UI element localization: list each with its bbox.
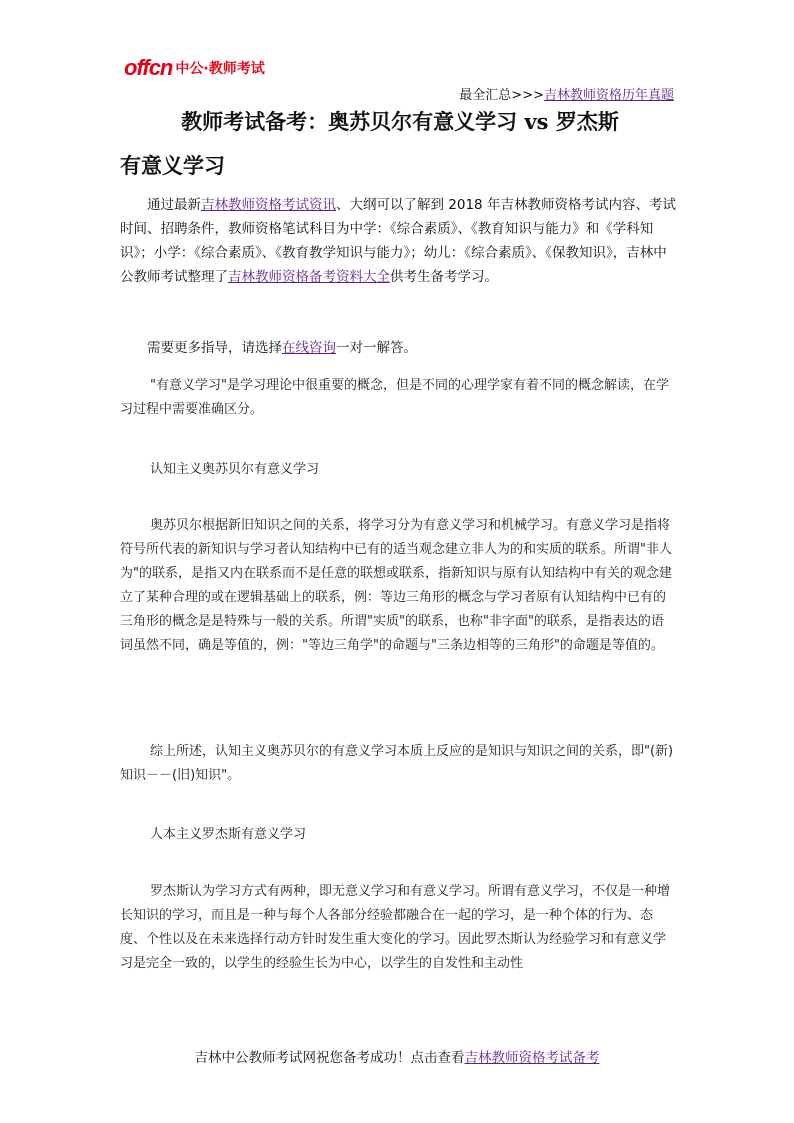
summary-paragraph: 综上所述，认知主义奥苏贝尔的有意义学习本质上反应的是知识与知识之间的关系，即"(新)知识－－(旧)知识"。 xyxy=(120,744,674,783)
intro-text-2: 、大纲可以了解到 2018 年吉林教师资格考试内容、考试时间、招聘条件，教师资格笔试科目为中学：《综合素质》、《教育知识与能力》和《学科知识》；小学：《综合素质》、《教育教学知识与能力》；幼儿：《综合素质》、《保教知识》，吉林中公教师考试整理了 xyxy=(120,197,676,285)
section-heading-ausubel: 认知主义奥苏贝尔有意义学习 xyxy=(150,462,320,477)
online-consult-link[interactable]: 在线咨询 xyxy=(282,340,336,356)
header-prefix: 最全汇总>>> xyxy=(459,88,544,103)
intro-text-3: 供考生备考学习。 xyxy=(390,269,498,285)
logo-mark: offcn xyxy=(124,55,173,80)
footer-text: 吉林中公教师考试网祝您备考成功！点击查看 xyxy=(194,1050,465,1066)
guide-text-2: 一对一解答。 xyxy=(336,340,417,356)
rogers-paragraph: 罗杰斯认为学习方式有两种，即无意义学习和有意义学习。所谓有意义学习，不仅是一种增长知识的学习，而且是一种与每个人各部分经验都融合在一起的学习，是一种个体的行为、态度、个性以及在未来选择行动方针时发生重大变化的学习。因此罗杰斯认为经验学习和有意义学习是完全一致的，以学生的经验生长为中心，以学生的自发性和主动性 xyxy=(120,884,671,971)
intro-text-1: 通过最新 xyxy=(147,197,201,213)
brand-logo xyxy=(124,56,265,80)
concept-paragraph: "有意义学习"是学习理论中很重要的概念，但是不同的心理学家有着不同的概念解读，在学习过程中需要准确区分。 xyxy=(120,378,669,417)
footer xyxy=(0,1046,794,1066)
header-summary xyxy=(459,84,674,103)
intro-paragraph xyxy=(120,193,676,289)
section-heading-rogers: 人本主义罗杰斯有意义学习 xyxy=(150,827,307,842)
guide-text-1: 需要更多指导，请选择 xyxy=(147,340,282,356)
page-title-line1: 教师考试备考：奥苏贝尔有意义学习 vs 罗杰斯 xyxy=(181,109,619,134)
exam-prep-link[interactable]: 吉林教师资格考试备考 xyxy=(464,1050,600,1066)
materials-link[interactable]: 吉林教师资格备考资料大全 xyxy=(228,269,390,285)
guide-paragraph xyxy=(120,336,676,360)
exam-history-link[interactable]: 吉林教师资格历年真题 xyxy=(543,88,674,103)
page-title-line2: 有意义学习 xyxy=(120,153,225,178)
logo-text: 中公·教师考试 xyxy=(175,61,265,77)
exam-news-link[interactable]: 吉林教师资格考试资讯 xyxy=(201,197,336,213)
ausubel-paragraph: 奥苏贝尔根据新旧知识之间的关系，将学习分为有意义学习和机械学习。有意义学习是指将符号所代表的新知识与学习者认知结构中已有的适当观念建立非人为的和实质的联系。所谓"非人为"的联系，是指又内在联系而不是任意的联想或联系，指新知识与原有认知结构中有关的观念建立了某种合理的或在逻辑基础上的联系，例：等边三角形的概念与学习者原有认知结构中已有的三角形的概念是是特殊与一般的关系。所谓"实质"的联系，也称"非字面"的联系，是指表达的语词虽然不同，确是等值的，例："等边三角学"的命题与"三条边相等的三角形"的命题是等值的。 xyxy=(120,518,672,653)
